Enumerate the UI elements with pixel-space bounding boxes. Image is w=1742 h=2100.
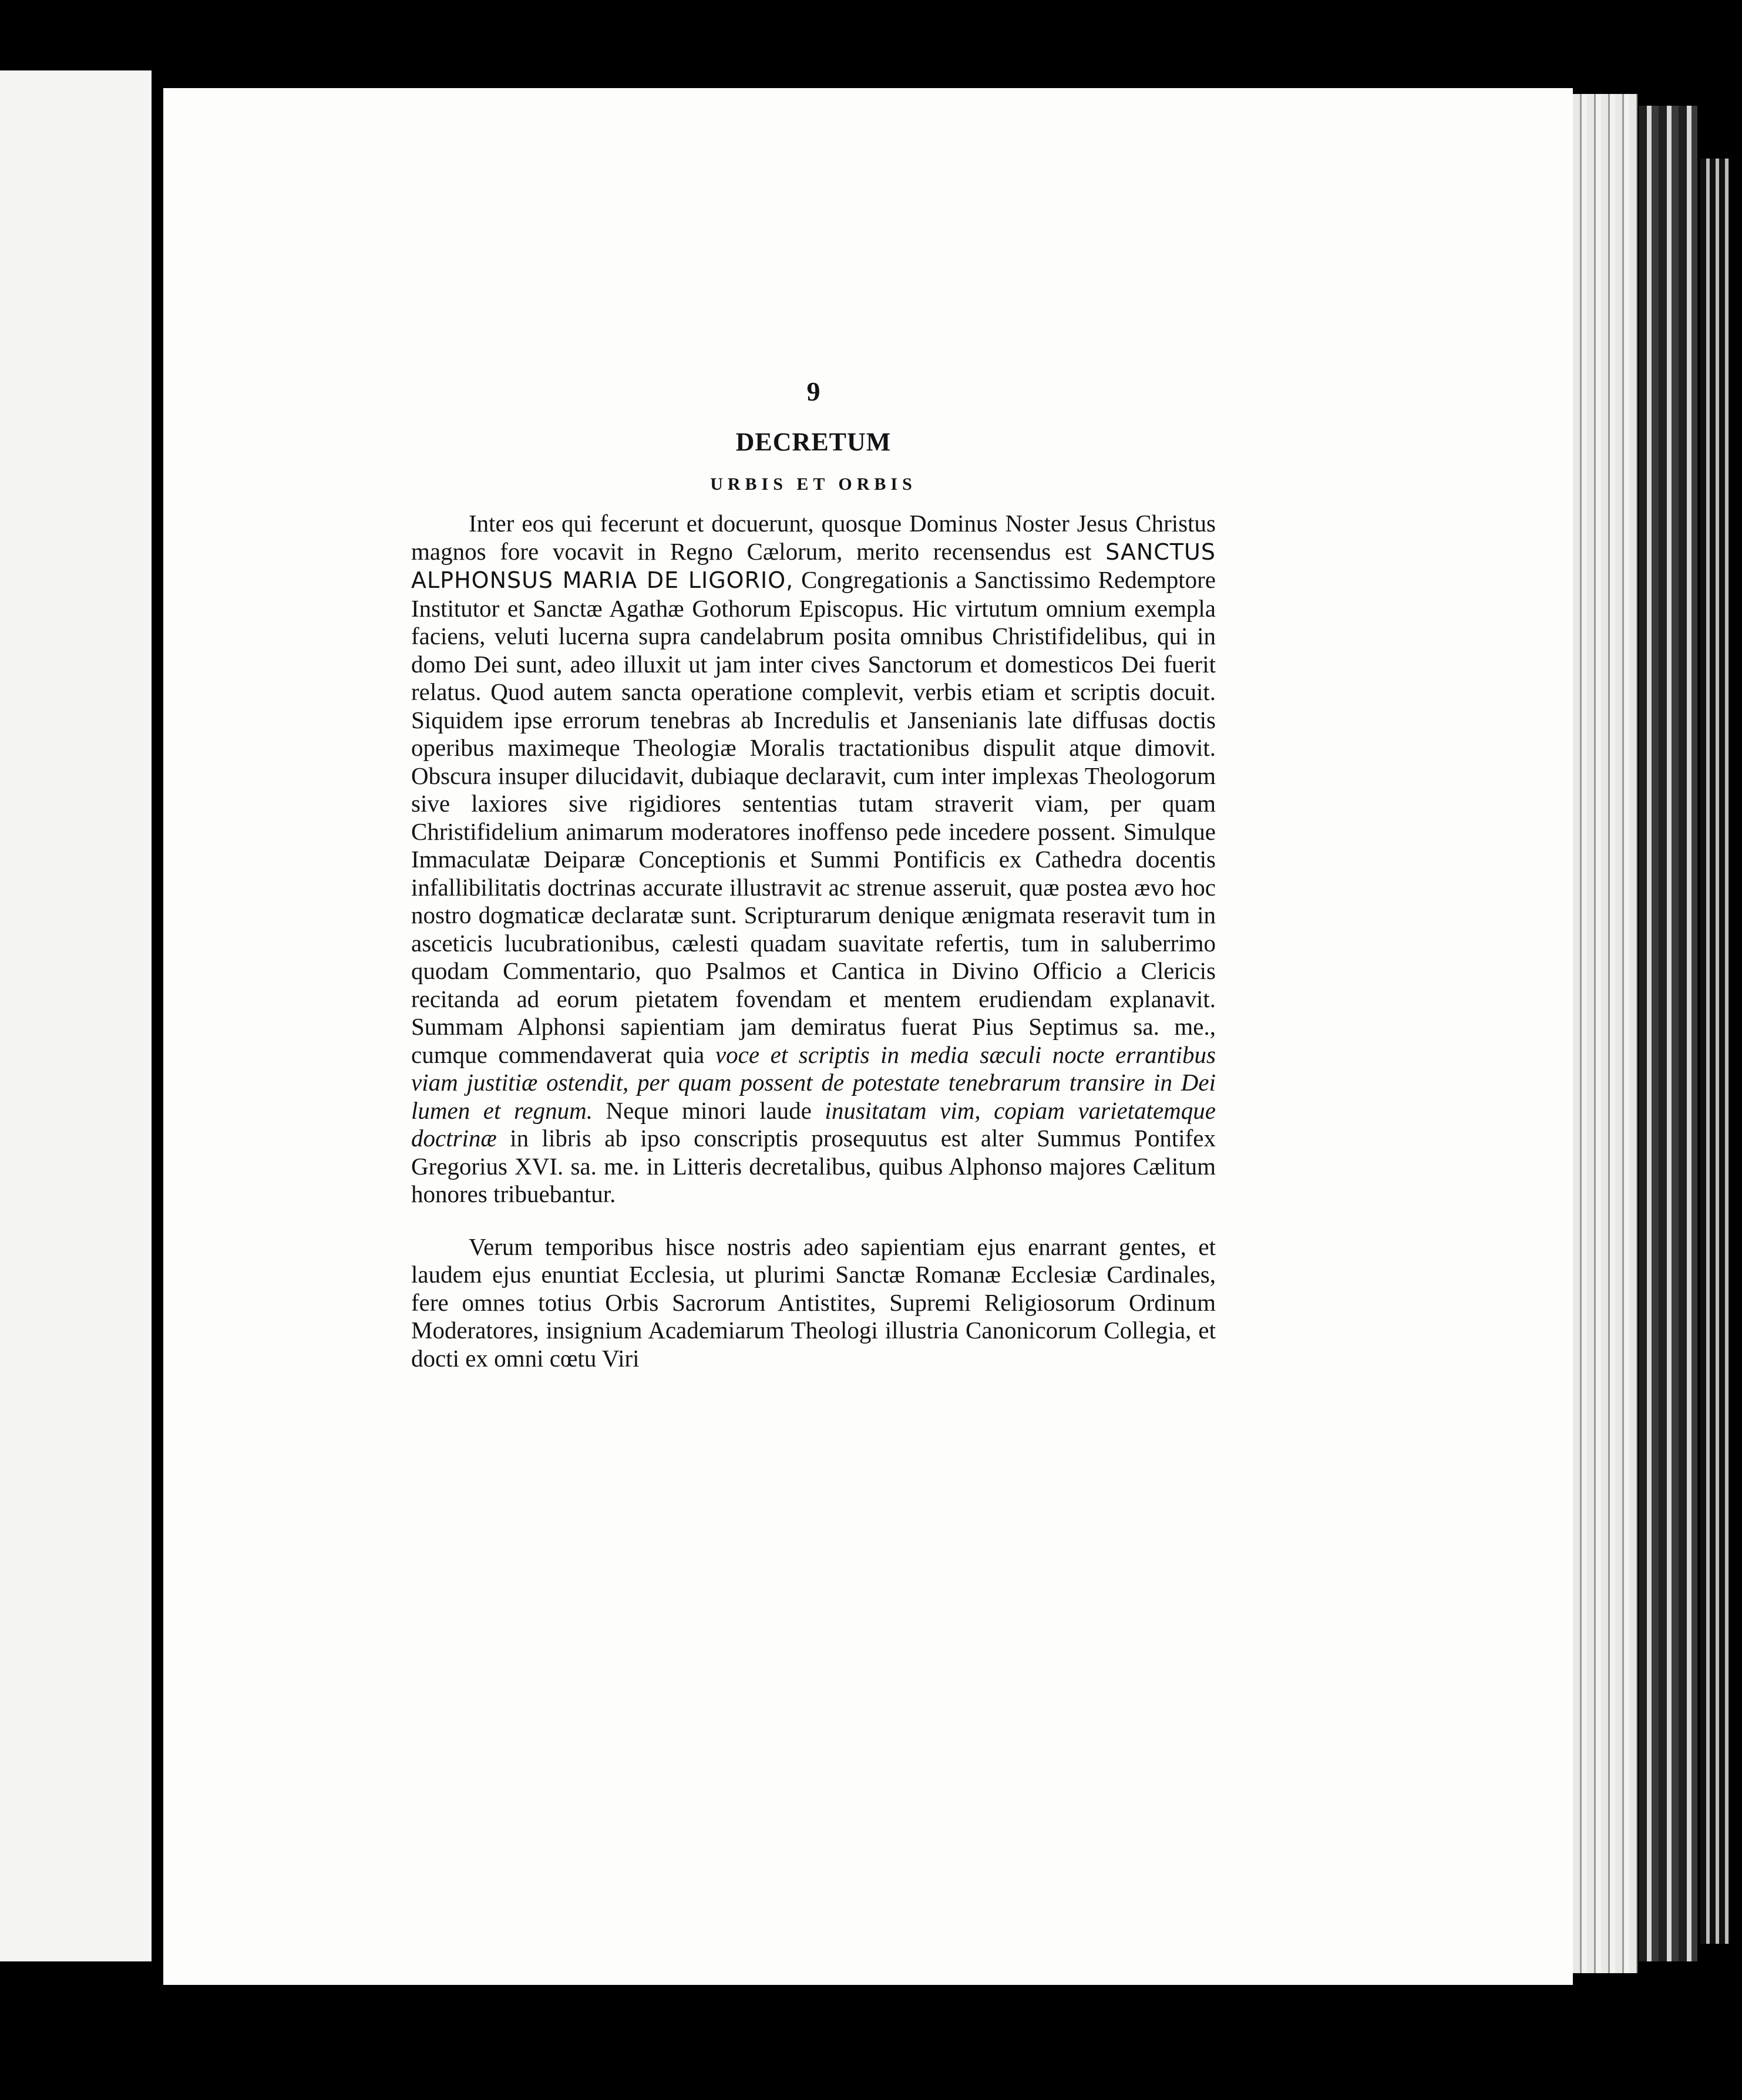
- book-edge-dark: [1639, 106, 1697, 1961]
- book-edge-outer: [1700, 159, 1730, 1944]
- quotation-pius-vii: voce et scriptis in media sæculi nocte errantibus viam justitiæ ostendit, per quam possent de potestate tenebrarum transire in Dei lumen et regnum.: [411, 1041, 1216, 1124]
- paragraph-1-text-3: Neque minori laude: [592, 1096, 825, 1124]
- paragraph-1-text-4: in libris ab ipso conscriptis prosequutus est alter Summus Pontifex Gregorius XVI. sa. me. in Litteris decretalibus, quibus Alphonso majores Cælitum honores tribuebantur.: [411, 1125, 1216, 1207]
- paragraph-1-text-1: Inter eos qui fecerunt et docuerunt, quosque Dominus Noster Jesus Christus magnos fore vocavit in Regno Cælorum, merito recensendus est: [411, 510, 1216, 565]
- paragraph-1-text-2: Congregationis a Sanctissimo Redemptore Institutor et Sanctæ Agathæ Gothorum Episcopus. Hic virtutum omnium exempla faciens, veluti lucerna supra candelabrum posita omnibus Christifidelibus, qui in domo Dei sunt, adeo illuxit ut jam inter cives Sanctorum et domesticos Dei fuerit relatus. Quod autem sancta operatione complevit, verbis etiam et scriptis docuit. Siquidem ipse errorum tenebras ab Incredulis et Jansenianis late diffusas doctis operibus maximeque Theologiæ Moralis tractationibus dispulit atque dimovit. Obscura insuper dilucidavit, dubiaque declaravit, cum inter implexas Theologorum sive laxiores sive rigidiores sententias tutam straverit viam, per quam Christifidelium animarum moderatores inoffenso pede incedere possent. Simulque Immaculatæ Deiparæ Conceptionis et Summi Pontificis ex Cathedra docentis infallibilitatis doctrinas accurate illustravit ac strenue asseruit, quæ postea ævo hoc nostro dogmaticæ declaratæ sunt. Scripturarum denique ænigmata reseravit tum in asceticis lucubrationibus, cælesti quadam suavitate refertis, tum in saluberrimo quodam Commentario, quo Psalmos et Cantica in Divino Officio a Clericis recitanda ad eorum pietatem fovendam et mentem erudiendam explanavit. Summam Alphonsi sapientiam jam demiratus fuerat Pius Septimus sa. me., cumque commendaverat quia: [411, 566, 1216, 1068]
- page-edges-stack: [1573, 94, 1637, 1973]
- page-number: 9: [806, 376, 820, 406]
- facing-page-edge: [0, 70, 152, 1961]
- page-subtitle: URBIS ET ORBIS: [710, 474, 917, 494]
- paragraph-2: Verum temporibus hisce nostris adeo sapientiam ejus enarrant gentes, et laudem ejus enuntiat Ecclesia, ut plurimi Sanctæ Romanæ Ecclesiæ Cardinales, fere omnes totius Orbis Sacrorum Antistites, Supremi Religiosorum Ordinum Moderatores, insignium Academiarum Theologi illustria Canonicorum Collegia, et docti ex omni cœtu Viri: [411, 1233, 1216, 1372]
- document-text: [411, 376, 1216, 1372]
- page-title: DECRETUM: [735, 428, 892, 456]
- paragraph-1: [411, 510, 1216, 1209]
- quotation-gregory-xvi: inusitatam vim, copiam varietatemque doctrinæ: [411, 1096, 1216, 1152]
- saint-name: SANCTUS ALPHONSUS MARIA DE LIGORIO,: [411, 539, 1216, 593]
